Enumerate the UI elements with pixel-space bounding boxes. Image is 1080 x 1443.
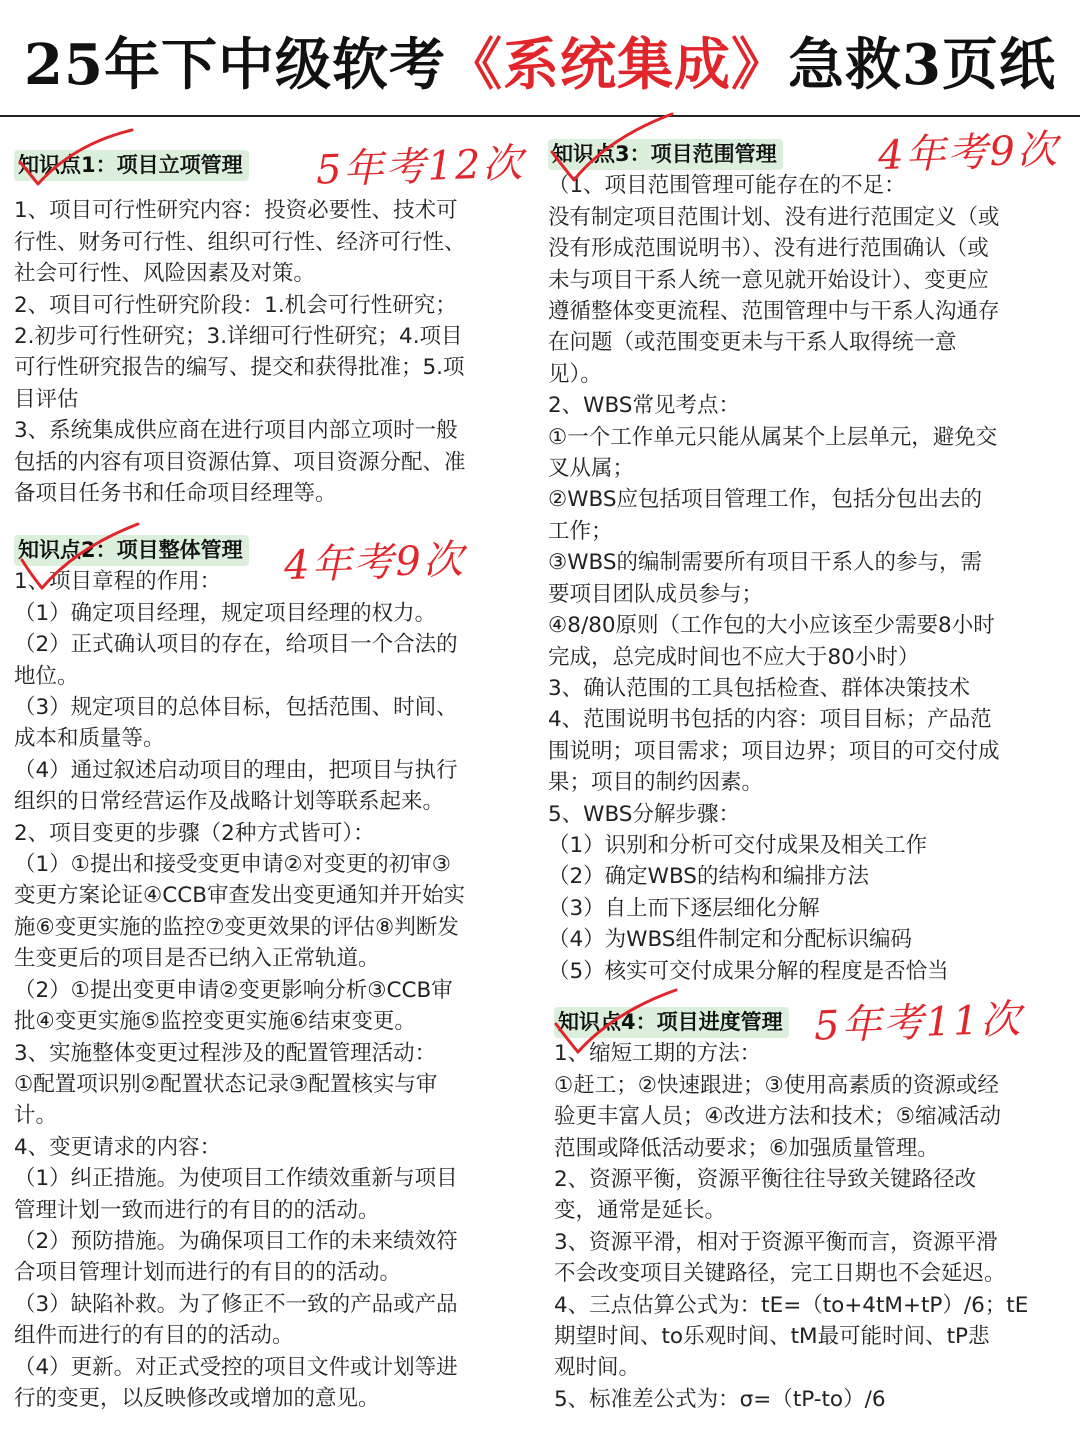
text-line: （2）正式确认项目的存在，给项目一个合法的 bbox=[14, 632, 458, 658]
checkmark-icon bbox=[552, 984, 682, 1064]
text-line: 合项目管理计划而进行的有目的的活动。 bbox=[14, 1260, 402, 1286]
text-line: 社会可行性、风险因素及对策。 bbox=[14, 261, 316, 287]
text-line: （4）更新。对正式受控的项目文件或计划等进 bbox=[14, 1354, 458, 1380]
text-line: 未与项目干系人统一意见就开始设计）、变更应 bbox=[548, 267, 989, 293]
section-3-body bbox=[548, 170, 1068, 987]
section-2-heading: 知识点2：项目整体管理 bbox=[14, 535, 249, 566]
text-line: 5、标准差公式为：σ=（tP-to）/6 bbox=[554, 1386, 886, 1412]
text-line: 工作； bbox=[548, 518, 613, 544]
section-4-annotation: 5年考11次 bbox=[813, 996, 1024, 1050]
text-line: （5）核实可交付成果分解的程度是否恰当 bbox=[548, 958, 949, 984]
title-pre: 25年下中级软考 bbox=[24, 32, 446, 98]
text-line: 没有制定项目范围计划、没有进行范围定义（或 bbox=[548, 204, 1000, 230]
text-line: 目评估 bbox=[14, 386, 79, 412]
text-line: 1、缩短工期的方法： bbox=[554, 1041, 762, 1067]
text-line: 3、资源平滑，相对于资源平衡而言，资源平滑 bbox=[554, 1229, 998, 1255]
text-line: 完成，总完成时间也不应大于80小时） bbox=[548, 644, 920, 670]
text-line: （2）确定WBS的结构和编排方法 bbox=[548, 864, 869, 890]
section-1-body bbox=[14, 195, 524, 509]
text-line: 要项目团队成员参与； bbox=[548, 581, 764, 607]
text-line: （1）纠正措施。为使项目工作绩效重新与项目 bbox=[14, 1166, 458, 1192]
text-line: 3、实施整体变更过程涉及的配置管理活动： bbox=[14, 1040, 437, 1066]
text-line: （4）通过叙述启动项目的理由，把项目与执行 bbox=[14, 757, 458, 783]
text-line: ①一个工作单元只能从属某个上层单元，避免交 bbox=[548, 424, 998, 450]
text-line: 2、项目可行性研究阶段：1.机会可行性研究； bbox=[14, 292, 457, 318]
text-line: 变，通常是延长。 bbox=[554, 1198, 727, 1224]
title-post: 急救3页纸 bbox=[787, 32, 1056, 98]
checkmark-icon bbox=[18, 518, 148, 598]
text-line: 管理计划一致而进行的有目的的活动。 bbox=[14, 1197, 380, 1223]
text-line: ②WBS应包括项目管理工作，包括分包出去的 bbox=[548, 487, 983, 513]
title-divider bbox=[0, 115, 1080, 117]
text-line: 没有形成范围说明书）、没有进行范围确认（或 bbox=[548, 236, 989, 262]
section-3 bbox=[548, 139, 1068, 987]
text-line: 1、项目可行性研究内容：投资必要性、技术可 bbox=[14, 198, 458, 224]
page-title bbox=[0, 22, 1080, 108]
section-1 bbox=[14, 150, 524, 509]
section-3-heading: 知识点3：项目范围管理 bbox=[548, 139, 783, 170]
section-2 bbox=[14, 535, 524, 1414]
text-line: 包括的内容有项目资源估算、项目资源分配、准 bbox=[14, 449, 466, 475]
text-line: （2）预防措施。为确保项目工作的未来绩效符 bbox=[14, 1228, 458, 1254]
section-3-annotation: 4年考9次 bbox=[877, 126, 1060, 180]
text-line: 遵循整体变更流程、范围管理中与干系人沟通存 bbox=[548, 299, 1000, 325]
text-line: （3）缺陷补救。为了修正不一致的产品或产品 bbox=[14, 1291, 458, 1317]
text-line: 3、系统集成供应商在进行项目内部立项时一般 bbox=[14, 418, 458, 444]
title-highlight: 《系统集成》 bbox=[445, 32, 788, 98]
text-line: 3、确认范围的工具包括检查、群体决策技术 bbox=[548, 675, 971, 701]
text-line: 2、项目变更的步骤（2种方式皆可）： bbox=[14, 820, 375, 846]
section-1-annotation: 5年考12次 bbox=[315, 140, 526, 194]
text-line: 备项目任务书和任命项目经理等。 bbox=[14, 481, 337, 507]
text-line: 地位。 bbox=[14, 663, 79, 689]
section-2-body bbox=[14, 566, 524, 1414]
text-line: 验更丰富人员；④改进方法和技术；⑤缩减活动 bbox=[554, 1104, 1002, 1130]
text-line: 2、WBS常见考点： bbox=[548, 393, 740, 419]
text-line: （1）①提出和接受变更申请②对变更的初审③ bbox=[14, 852, 452, 878]
text-line: 果；项目的制约因素。 bbox=[548, 770, 764, 796]
text-line: ③WBS的编制需要所有项目干系人的参与，需 bbox=[548, 550, 983, 576]
section-4 bbox=[554, 1007, 1070, 1415]
text-line: （1）确定项目经理，规定项目经理的权力。 bbox=[14, 600, 437, 626]
text-line: （4）为WBS组件制定和分配标识编码 bbox=[548, 927, 912, 953]
section-4-body bbox=[554, 1038, 1070, 1415]
text-line: 组织的日常经营运作及战略计划等联系起来。 bbox=[14, 789, 445, 815]
text-line: 批④变更实施⑤监控变更实施⑥结束变更。 bbox=[14, 1009, 416, 1035]
text-line: 5、WBS分解步骤： bbox=[548, 801, 740, 827]
text-line: （1）识别和分析可交付成果及相关工作 bbox=[548, 832, 928, 858]
section-4-heading: 知识点4：项目进度管理 bbox=[554, 1007, 789, 1038]
text-line: 行性、财务可行性、组织可行性、经济可行性、 bbox=[14, 229, 466, 255]
text-line: 变更方案论证④CCB审查发出变更通知并开始实 bbox=[14, 883, 466, 909]
text-line: 范围或降低活动要求；⑥加强质量管理。 bbox=[554, 1135, 939, 1161]
text-line: （2）①提出变更申请②变更影响分析③CCB审 bbox=[14, 977, 453, 1003]
text-line: 组件而进行的有目的的活动。 bbox=[14, 1323, 294, 1349]
text-line: 不会改变项目关键路径，完工日期也不会延迟。 bbox=[554, 1261, 1006, 1287]
text-line: 4、变更请求的内容： bbox=[14, 1134, 222, 1160]
text-line: 在问题（或范围变更未与干系人取得统一意 bbox=[548, 330, 957, 356]
text-line: （3）自上而下逐层细化分解 bbox=[548, 895, 820, 921]
text-line: （3）规定项目的总体目标，包括范围、时间、 bbox=[14, 695, 458, 721]
text-line: 可行性研究报告的编写、提交和获得批准；5.项 bbox=[14, 355, 465, 381]
section-1-heading: 知识点1：项目立项管理 bbox=[14, 150, 249, 181]
text-line: 期望时间、to乐观时间、tM最可能时间、tP悲 bbox=[554, 1324, 990, 1350]
text-line: 施⑥变更实施的监控⑦变更效果的评估⑧判断发 bbox=[14, 914, 459, 940]
text-line: 4、三点估算公式为：tE=（to+4tM+tP）/6；tE bbox=[554, 1292, 1029, 1318]
text-line: 计。 bbox=[14, 1103, 58, 1129]
text-line: 见）。 bbox=[548, 361, 602, 387]
text-line: （1、项目范围管理可能存在的不足： bbox=[548, 173, 906, 199]
text-line: ④8/80原则（工作包的大小应该至少需要8小时 bbox=[548, 613, 995, 639]
text-line: 2、资源平衡，资源平衡往往导致关键路径改 bbox=[554, 1167, 977, 1193]
text-line: 1、项目章程的作用： bbox=[14, 569, 222, 595]
text-line: 叉从属； bbox=[548, 456, 635, 482]
text-line: ①赶工；②快速跟进；③使用高素质的资源或经 bbox=[554, 1072, 999, 1098]
text-line: 4、范围说明书包括的内容：项目目标；产品范 bbox=[548, 707, 992, 733]
section-2-annotation: 4年考9次 bbox=[283, 536, 466, 590]
text-line: ①配置项识别②配置状态记录③配置核实与审 bbox=[14, 1071, 438, 1097]
checkmark-icon bbox=[14, 122, 144, 192]
text-line: 行的变更，以反映修改或增加的意见。 bbox=[14, 1385, 380, 1411]
text-line: 围说明；项目需求；项目边界；项目的可交付成 bbox=[548, 738, 1000, 764]
checkmark-icon bbox=[548, 108, 678, 188]
text-line: 2.初步可行性研究；3.详细可行性研究；4.项目 bbox=[14, 324, 463, 350]
text-line: 成本和质量等。 bbox=[14, 726, 165, 752]
text-line: 生变更后的项目是否已纳入正常轨道。 bbox=[14, 946, 380, 972]
text-line: 观时间。 bbox=[554, 1355, 641, 1381]
